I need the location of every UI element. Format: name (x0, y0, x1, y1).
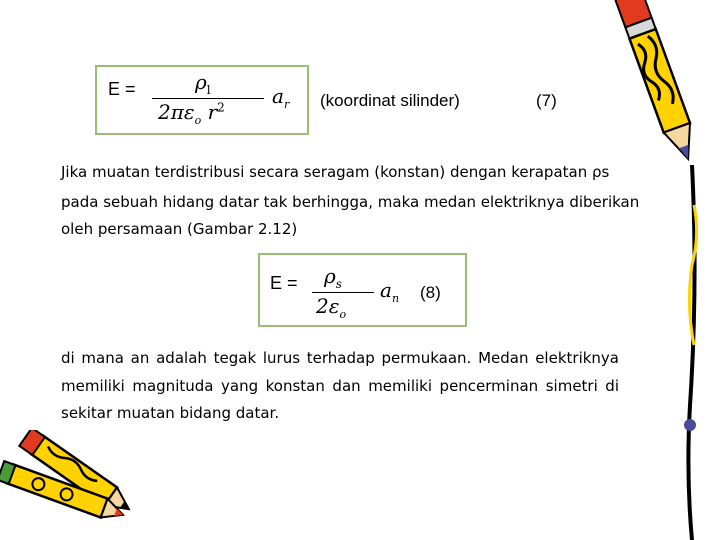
eq8-unit-vector: $a_n$ (380, 278, 400, 305)
eq7-numerator: $\rho_l$ (195, 70, 211, 97)
equation-8-number: (8) (420, 283, 441, 302)
paragraph-1-line-2: pada sebuah hidang datar tak berhingga, maka medan elektriknya diberikan (61, 193, 640, 211)
equation-7-lhs: E = (108, 79, 136, 99)
eq8-numerator: $\rho_s$ (324, 264, 342, 291)
eq8-fraction-bar (312, 292, 374, 293)
pencil-icon-top-right (595, 0, 720, 170)
eq7-unit-vector: $a_r$ (272, 84, 290, 111)
pencil-icon-right-edge (670, 165, 720, 540)
paragraph-2-line-1: di mana an adalah tegak lurus terhadap permukaan. Medan elektriknya (61, 349, 619, 367)
paragraph-1-line-3: oleh persamaan (Gambar 2.12) (61, 220, 298, 238)
equation-7-fraction (150, 66, 270, 126)
eq8-denominator: $2\varepsilon_o$ (316, 294, 347, 321)
eq7-denominator: $2\pi\varepsilon_o$ $r^2$ (158, 100, 225, 127)
equation-7-note: (koordinat silinder) (320, 91, 460, 110)
pencils-icon-bottom-left (0, 430, 140, 540)
equation-7-number: (7) (536, 91, 557, 110)
equation-8-lhs: E = (270, 273, 298, 293)
eq7-fraction-bar (152, 98, 264, 99)
paragraph-1-line-1: Jika muatan terdistribusi secara seragam (konstan) dengan kerapatan ρs (61, 163, 610, 181)
equation-8-fraction (310, 262, 380, 321)
paragraph-2-line-2: memiliki magnituda yang konstan dan memiliki pencerminan simetri di (61, 377, 619, 395)
paragraph-2-line-3: sekitar muatan bidang datar. (61, 404, 280, 422)
